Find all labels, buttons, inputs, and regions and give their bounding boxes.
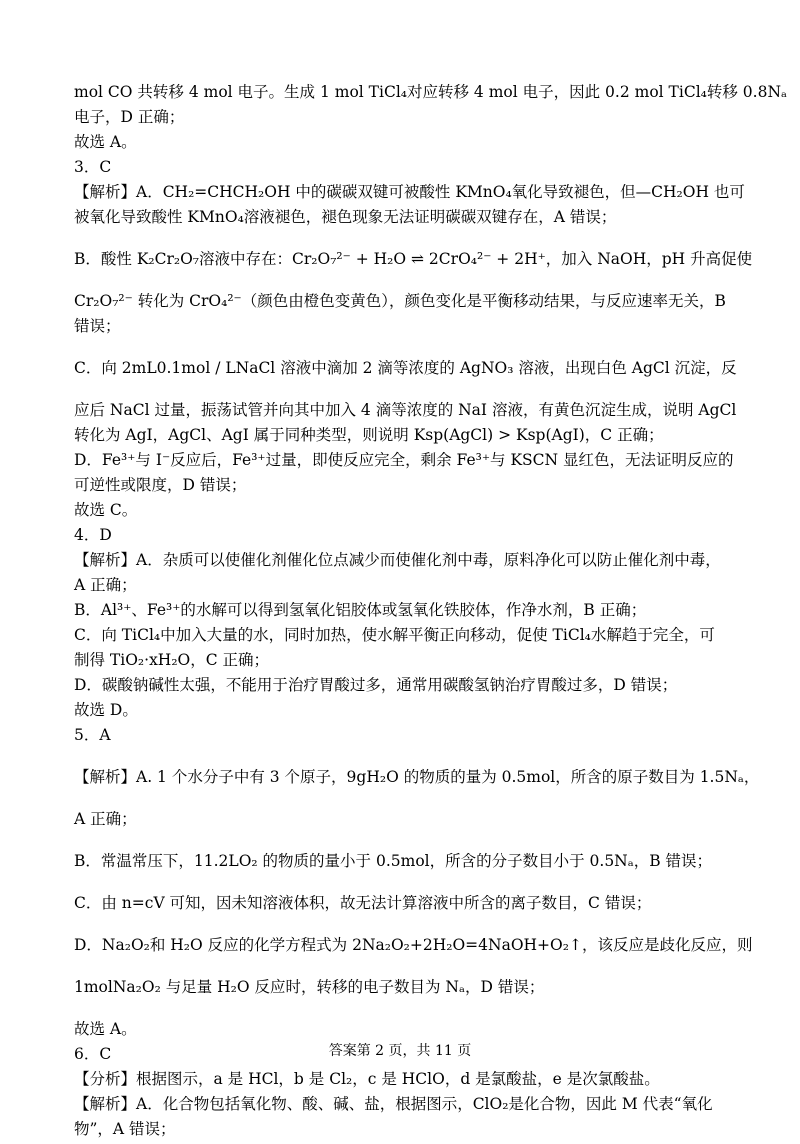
text-line: 故选 C。	[74, 501, 138, 519]
text-line: 转化为 AgI，AgCl、AgI 属于同种类型，则说明 Ksp(AgCl) > Ksp(AgI)，C 正确；	[74, 426, 664, 444]
text-line: D．Na₂O₂和 H₂O 反应的化学方程式为 2Na₂O₂+2H₂O=4NaOH+O₂↑，该反应是歧化反应，则	[74, 936, 753, 954]
question-number: 3．C	[74, 158, 112, 176]
text-line: 【解析】A. 1 个水分子中有 3 个原子，9gH₂O 的物质的量为 0.5mol，所含的原子数目为 1.5Nₐ，	[74, 768, 760, 786]
text-line: 错误；	[74, 317, 121, 335]
text-line: D．碳酸钠碱性太强，不能用于治疗胃酸过多，通常用碳酸氢钠治疗胃酸过多，D 错误；	[74, 676, 678, 694]
text-line: A 正确；	[74, 576, 137, 594]
text-line: C．由 n=cV 可知，因未知溶液体积，故无法计算溶液中所含的离子数目，C 错误；	[74, 894, 652, 912]
text-line: C．向 2mL0.1mol / LNaCl 溶液中滴加 2 滴等浓度的 AgNO₃ 溶液，出现白色 AgCl 沉淀，反	[74, 359, 737, 377]
text-line: A 正确；	[74, 810, 137, 828]
equation-line: B．酸性 K₂Cr₂O₇溶液中存在：Cr₂O₇²⁻ + H₂O ⇌ 2CrO₄²⁻ + 2H⁺，加入 NaOH，pH 升高促使	[74, 250, 753, 268]
text-line: 电子，D 正确；	[74, 108, 185, 126]
text-line: 制得 TiO₂·xH₂O，C 正确；	[74, 651, 270, 669]
text-line: 【解析】A．化合物包括氧化物、酸、碱、盐，根据图示，ClO₂是化合物，因此 M 代表“氧化	[74, 1095, 713, 1113]
question-number: 5．A	[74, 726, 111, 744]
text-line: 【解析】A．杂质可以使催化剂催化位点减少而使催化剂中毒，原料净化可以防止催化剂中毒，	[74, 551, 721, 569]
text-line: B．常温常压下，11.2LO₂ 的物质的量小于 0.5mol，所含的分子数目小于 0.5Nₐ，B 错误；	[74, 852, 713, 870]
text-line: 可逆性或限度，D 错误；	[74, 476, 247, 494]
question-number: 6．C	[74, 1045, 112, 1063]
text-line: D．Fe³⁺与 I⁻反应后，Fe³⁺过量，即使反应完全，剩余 Fe³⁺与 KSCN 显红色，无法证明反应的	[74, 451, 734, 469]
text-line: 【分析】根据图示，a 是 HCl，b 是 Cl₂，c 是 HClO，d 是氯酸盐，e 是次氯酸盐。	[74, 1070, 660, 1088]
text-line: B．Al³⁺、Fe³⁺的水解可以得到氢氧化铝胶体或氢氧化铁胶体，作净水剂，B 正确；	[74, 601, 647, 619]
text-line: 故选 A。	[74, 133, 137, 151]
text-line: 故选 A。	[74, 1020, 137, 1038]
text-line: 物”，A 错误；	[74, 1120, 176, 1138]
text-line: 1molNa₂O₂ 与足量 H₂O 反应时，转移的电子数目为 Nₐ，D 错误；	[74, 978, 545, 996]
text-line: mol CO 共转移 4 mol 电子。生成 1 mol TiCl₄对应转移 4 mol 电子，因此 0.2 mol TiCl₄转移 0.8Nₐ	[74, 83, 787, 101]
text-line: 故选 D。	[74, 701, 138, 719]
answer-body	[74, 82, 787, 1144]
text-line: Cr₂O₇²⁻ 转化为 CrO₄²⁻（颜色由橙色变黄色），颜色变化是平衡移动结果，与反应速率无关，B	[74, 292, 726, 310]
page-footer: 答案第 2 页，共 11 页	[328, 1043, 472, 1059]
text-line: C．向 TiCl₄中加入大量的水，同时加热，使水解平衡正向移动，促使 TiCl₄水解趋于完全，可	[74, 626, 715, 644]
text-line: 应后 NaCl 过量，振荡试管并向其中加入 4 滴等浓度的 NaI 溶液，有黄色沉淀生成，说明 AgCl	[74, 401, 737, 419]
question-number: 4．D	[74, 526, 112, 544]
text-line: 【解析】A．CH₂=CHCH₂OH 中的碳碳双键可被酸性 KMnO₄氧化导致褪色，但—CH₂OH 也可	[74, 183, 745, 201]
text-line: 被氧化导致酸性 KMnO₄溶液褪色，褪色现象无法证明碳碳双键存在，A 错误；	[74, 208, 617, 226]
